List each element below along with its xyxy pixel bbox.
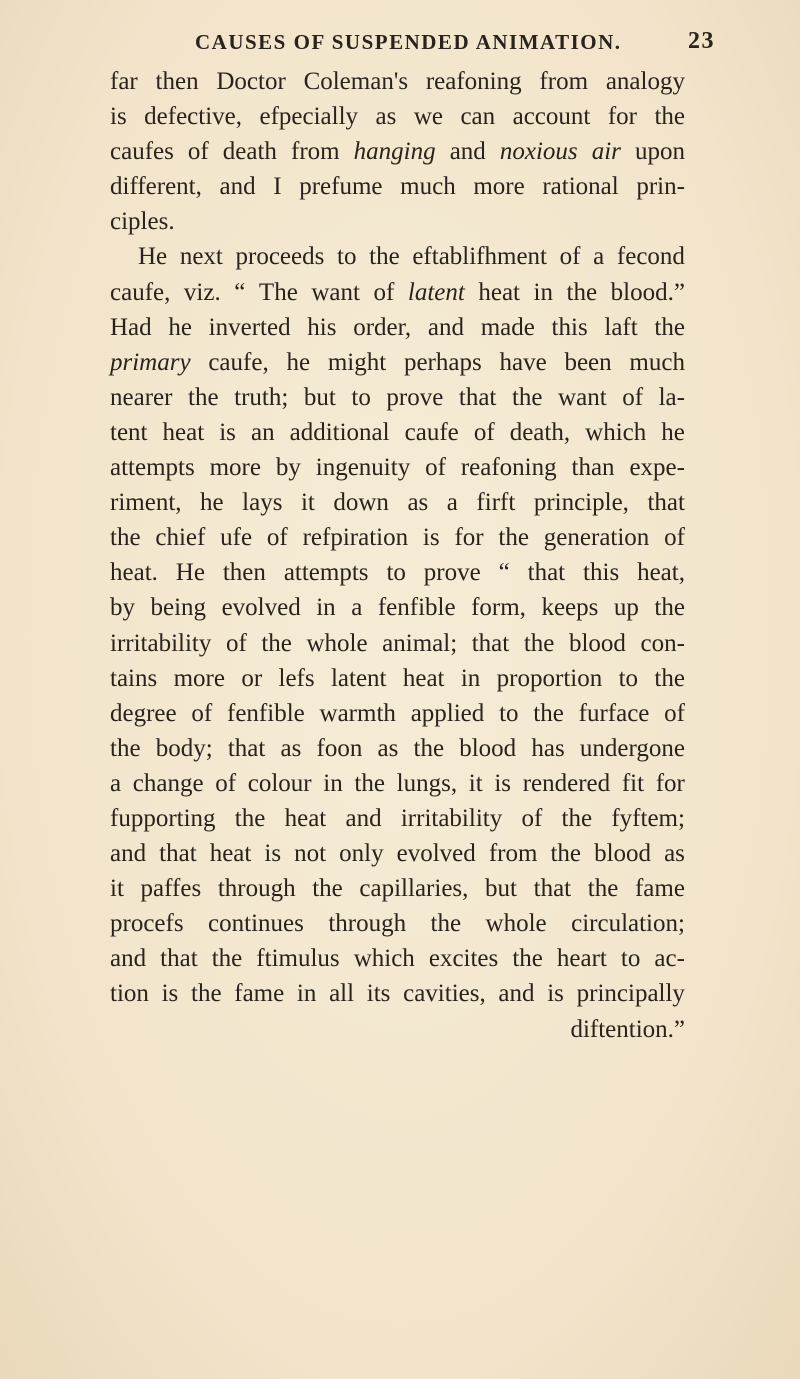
- text-word: have: [499, 348, 547, 376]
- text-word: paffes: [140, 875, 202, 903]
- text-word: want: [311, 278, 360, 306]
- text-word: a: [351, 594, 363, 622]
- text-word: all: [329, 980, 355, 1008]
- text-word: in: [460, 664, 481, 692]
- text-word: refpiration: [302, 524, 409, 552]
- text-word: the: [512, 945, 543, 973]
- text-word: air: [591, 138, 621, 166]
- text-word: truth;: [234, 383, 289, 411]
- text-line: [110, 450, 685, 485]
- text-word: by: [275, 454, 301, 482]
- text-word: rendered: [522, 769, 611, 797]
- text-word: viz.: [183, 278, 221, 306]
- text-word: whole: [485, 910, 547, 938]
- text-word: the: [369, 243, 400, 271]
- text-word: to: [351, 383, 371, 411]
- text-word: being: [150, 594, 207, 622]
- text-word: heat: [402, 664, 445, 692]
- text-word: tion: [110, 980, 149, 1008]
- text-word: that: [227, 734, 266, 762]
- text-word: much: [400, 173, 456, 201]
- text-word: excites: [428, 945, 499, 973]
- text-line: [110, 310, 685, 345]
- text-word: for: [607, 103, 637, 131]
- text-line: [110, 941, 685, 976]
- text-word: continues: [208, 910, 304, 938]
- text-word: then: [222, 559, 266, 587]
- text-word: but: [485, 875, 517, 903]
- text-word: the: [511, 383, 543, 411]
- text-line: [110, 626, 685, 661]
- text-line: [110, 169, 685, 204]
- text-word: noxious: [499, 138, 578, 166]
- text-word: the: [211, 945, 243, 973]
- text-word: the: [654, 313, 685, 341]
- text-word: colour: [247, 769, 312, 797]
- text-word: and: [345, 804, 382, 832]
- text-line: [110, 836, 685, 871]
- text-word: the: [110, 734, 141, 762]
- text-word: upon: [634, 138, 685, 166]
- text-word: then: [155, 68, 199, 95]
- text-word: more: [209, 454, 261, 482]
- text-word: the: [654, 664, 685, 692]
- text-word: as: [377, 734, 399, 762]
- text-word: been: [564, 348, 612, 376]
- text-word: evolved: [221, 594, 301, 622]
- text-word: or: [241, 664, 263, 692]
- text-word: caufe: [404, 418, 459, 446]
- text-line: [110, 345, 685, 380]
- text-word: generation: [543, 524, 650, 552]
- text-word: in: [533, 278, 553, 306]
- text-word: attempts: [110, 454, 195, 482]
- text-word: to: [499, 699, 519, 727]
- text-word: that: [471, 629, 510, 657]
- text-word: inverted: [208, 313, 291, 341]
- text-word: con-: [640, 629, 685, 657]
- text-word: He: [138, 243, 168, 271]
- text-word: perhaps: [403, 348, 482, 376]
- text-word: he: [168, 313, 192, 341]
- text-word: reafoning: [460, 454, 557, 482]
- text-word: and: [449, 138, 486, 166]
- text-word: latent: [407, 278, 465, 306]
- text-word: body;: [155, 734, 213, 762]
- text-word: to: [386, 559, 406, 587]
- text-word: the: [188, 383, 219, 411]
- text-word: laft: [604, 313, 638, 341]
- text-word: as: [407, 489, 429, 517]
- text-word: as: [280, 734, 302, 762]
- text-word: the: [523, 629, 555, 657]
- text-word: defective,: [144, 103, 243, 131]
- text-word: irritability: [400, 804, 503, 832]
- text-word: has: [531, 734, 565, 762]
- text-word: a: [446, 489, 458, 517]
- text-word: to: [618, 664, 639, 692]
- text-line: [110, 239, 685, 274]
- text-word: his: [307, 313, 337, 341]
- text-word: efpecially: [259, 103, 359, 131]
- text-word: riment,: [110, 489, 182, 517]
- text-word: of: [266, 524, 288, 552]
- text-word: of: [373, 278, 395, 306]
- text-word: heart: [556, 945, 607, 973]
- text-word: eftablifhment: [412, 243, 547, 271]
- text-word: animal;: [382, 629, 458, 657]
- text-word: a: [110, 769, 122, 797]
- text-word: the: [654, 594, 685, 622]
- text-word: “: [234, 278, 246, 306]
- text-word: analogy: [605, 68, 685, 95]
- text-word: and: [110, 840, 147, 868]
- text-word: prefume: [299, 173, 383, 201]
- text-word: from: [539, 68, 589, 95]
- text-word: that: [647, 489, 685, 517]
- text-word: The: [258, 278, 298, 306]
- text-word: in: [296, 980, 317, 1008]
- text-line: [110, 134, 685, 169]
- text-word: fenfible: [227, 699, 305, 727]
- text-line: [110, 485, 685, 520]
- text-word: not: [294, 840, 327, 868]
- text-word: fecond: [616, 243, 685, 271]
- text-word: proceeds: [235, 243, 325, 271]
- text-word: caufe,: [208, 348, 269, 376]
- text-word: is: [161, 980, 179, 1008]
- text-word: he: [286, 348, 311, 376]
- text-word: far: [110, 68, 138, 95]
- text-word: the: [550, 840, 582, 868]
- text-line: [110, 766, 685, 801]
- text-word: a: [593, 243, 605, 271]
- text-word: furface: [578, 699, 650, 727]
- text-word: and: [498, 980, 535, 1008]
- text-word: the: [413, 734, 445, 762]
- text-line: [110, 204, 685, 239]
- text-word: the: [533, 699, 564, 727]
- text-word: that: [533, 875, 572, 903]
- text-word: is: [219, 418, 236, 446]
- text-word: of: [521, 804, 543, 832]
- text-word: down: [333, 489, 389, 517]
- running-title: CAUSES OF SUSPENDED ANIMATION.: [195, 30, 622, 54]
- text-word: is: [264, 840, 282, 868]
- text-word: whole: [306, 629, 368, 657]
- text-word: la-: [658, 383, 685, 411]
- text-word: nearer: [110, 383, 173, 411]
- text-word: made: [480, 313, 535, 341]
- text-word: expe-: [629, 454, 685, 482]
- text-word: capillaries,: [359, 875, 469, 903]
- text-word: latent: [330, 664, 387, 692]
- text-word: lefs: [278, 664, 315, 692]
- text-word: through: [328, 910, 407, 938]
- text-word: heat.: [110, 559, 158, 587]
- text-word: evolved: [396, 840, 476, 868]
- text-word: principle,: [533, 489, 629, 517]
- text-word: of: [225, 629, 247, 657]
- text-word: lays: [242, 489, 283, 517]
- text-word: death,: [509, 418, 571, 446]
- text-word: different,: [110, 173, 202, 201]
- text-word: reafoning: [425, 68, 522, 95]
- text-word: the: [654, 103, 685, 131]
- text-word: tent: [110, 418, 148, 446]
- text-line: [110, 976, 685, 1011]
- text-word: lungs,: [396, 769, 458, 797]
- text-word: to: [337, 243, 357, 271]
- text-word: next: [179, 243, 223, 271]
- text-word: fupporting: [110, 804, 216, 832]
- text-word: can: [460, 103, 496, 131]
- text-word: might: [327, 348, 387, 376]
- text-line: [110, 661, 685, 696]
- text-word: proportion: [496, 664, 603, 692]
- text-word: of: [425, 454, 446, 482]
- text-line: [110, 64, 685, 99]
- text-word: that: [527, 559, 566, 587]
- text-word: but: [303, 383, 336, 411]
- text-word: and: [219, 173, 256, 201]
- text-line: [110, 415, 685, 450]
- text-word: prove: [386, 383, 444, 411]
- text-word: an: [250, 418, 275, 446]
- text-word: for: [454, 524, 484, 552]
- text-word: ciples.: [110, 208, 175, 236]
- text-word: caufe,: [110, 278, 171, 306]
- text-word: of: [664, 699, 685, 727]
- text-word: heat: [209, 840, 252, 868]
- text-word: heat,: [637, 559, 685, 587]
- text-line: [110, 801, 685, 836]
- text-line: [110, 871, 685, 906]
- text-word: irritability: [110, 629, 212, 657]
- text-word: only: [339, 840, 384, 868]
- text-word: the: [561, 804, 593, 832]
- text-word: is: [547, 980, 564, 1008]
- text-word: that: [458, 383, 497, 411]
- text-word: and: [427, 313, 464, 341]
- text-word: fyftem;: [611, 804, 685, 832]
- text-word: tains: [110, 664, 158, 692]
- text-word: “: [498, 559, 510, 587]
- text-word: prove: [423, 559, 481, 587]
- text-word: want: [558, 383, 607, 411]
- running-head: [195, 28, 715, 68]
- page-number: 23: [688, 28, 715, 54]
- text-line: [110, 906, 685, 941]
- text-word: by: [110, 594, 135, 622]
- text-word: of: [187, 138, 209, 166]
- text-word: I: [273, 173, 282, 201]
- text-word: this: [583, 559, 620, 587]
- text-word: he: [661, 418, 685, 446]
- text-word: hanging: [353, 138, 436, 166]
- text-word: as: [664, 840, 685, 868]
- text-word: it: [300, 489, 315, 517]
- text-line: [110, 99, 685, 134]
- text-word: than: [571, 454, 615, 482]
- text-word: change: [132, 769, 204, 797]
- text-word: blood: [459, 734, 517, 762]
- text-word: blood: [568, 629, 626, 657]
- text-word: of: [473, 418, 495, 446]
- text-word: fame: [634, 875, 685, 903]
- text-word: ac-: [654, 945, 685, 973]
- text-word: fenfible: [377, 594, 456, 622]
- text-word: from: [291, 138, 340, 166]
- text-word: more: [173, 664, 225, 692]
- text-line: [110, 555, 685, 590]
- text-word: blood.”: [610, 278, 685, 306]
- text-word: diftention.”: [570, 1015, 685, 1043]
- text-word: through: [217, 875, 296, 903]
- text-word: caufes: [110, 138, 174, 166]
- text-word: order,: [353, 313, 412, 341]
- text-word: undergone: [579, 734, 685, 762]
- text-word: heat: [162, 418, 205, 446]
- text-word: the: [261, 629, 292, 657]
- text-word: the: [498, 524, 529, 552]
- text-word: foon: [316, 734, 363, 762]
- text-word: it: [110, 875, 124, 903]
- text-word: Had: [110, 313, 152, 341]
- text-line: [110, 380, 685, 415]
- text-word: cavities,: [403, 980, 486, 1008]
- text-word: rational: [542, 173, 619, 201]
- text-word: that: [160, 945, 198, 973]
- text-word: principally: [576, 980, 685, 1008]
- text-word: of: [622, 383, 644, 411]
- text-word: which: [585, 418, 647, 446]
- text-line: [110, 1012, 685, 1047]
- text-word: keeps: [541, 594, 599, 622]
- text-word: ingenuity: [315, 454, 411, 482]
- text-word: procefs: [110, 910, 184, 938]
- text-word: He: [175, 559, 205, 587]
- text-word: much: [629, 348, 685, 376]
- text-word: up: [613, 594, 639, 622]
- text-word: ftimulus: [256, 945, 340, 973]
- text-line: [110, 731, 685, 766]
- text-word: is: [110, 103, 127, 131]
- text-word: this: [551, 313, 588, 341]
- text-word: as: [375, 103, 397, 131]
- text-word: the: [354, 769, 385, 797]
- text-word: he: [200, 489, 224, 517]
- text-word: degree: [110, 699, 177, 727]
- text-line: [110, 590, 685, 625]
- text-word: heat: [284, 804, 327, 832]
- text-word: to: [620, 945, 641, 973]
- text-word: for: [655, 769, 685, 797]
- text-word: of: [215, 769, 237, 797]
- text-word: more: [473, 173, 525, 201]
- text-word: in: [316, 594, 336, 622]
- text-word: from: [488, 840, 538, 868]
- text-word: the: [191, 980, 222, 1008]
- text-line: [110, 520, 685, 555]
- text-word: the: [312, 875, 343, 903]
- text-word: ufe: [220, 524, 253, 552]
- text-word: in: [323, 769, 343, 797]
- text-word: primary: [110, 348, 191, 376]
- text-line: [110, 696, 685, 731]
- text-word: the: [234, 804, 266, 832]
- text-word: the: [430, 910, 462, 938]
- text-word: applied: [410, 699, 485, 727]
- text-word: circulation;: [571, 910, 685, 938]
- text-word: firft: [476, 489, 516, 517]
- text-line: [110, 275, 685, 310]
- text-word: attempts: [283, 559, 369, 587]
- text-word: its: [366, 980, 391, 1008]
- text-word: the: [587, 875, 619, 903]
- text-word: of: [191, 699, 213, 727]
- text-word: chief: [155, 524, 206, 552]
- text-word: Coleman's: [303, 68, 409, 95]
- text-word: the: [566, 278, 598, 306]
- text-word: fame: [234, 980, 285, 1008]
- text-word: death: [222, 138, 277, 166]
- text-word: prin-: [636, 173, 685, 201]
- text-word: blood: [594, 840, 652, 868]
- text-word: is: [422, 524, 440, 552]
- text-word: additional: [289, 418, 390, 446]
- text-word: it: [468, 769, 483, 797]
- text-word: of: [559, 243, 581, 271]
- text-word: of: [664, 524, 685, 552]
- text-word: that: [159, 840, 197, 868]
- text-word: which: [353, 945, 415, 973]
- body-text: [110, 64, 685, 1047]
- text-word: heat: [478, 278, 520, 306]
- text-word: account: [512, 103, 591, 131]
- text-word: is: [494, 769, 512, 797]
- text-word: the: [110, 524, 141, 552]
- text-word: and: [110, 945, 147, 973]
- text-word: fit: [621, 769, 645, 797]
- text-word: form,: [471, 594, 526, 622]
- text-word: Doctor: [216, 68, 286, 95]
- text-word: warmth: [319, 699, 396, 727]
- text-word: we: [413, 103, 443, 131]
